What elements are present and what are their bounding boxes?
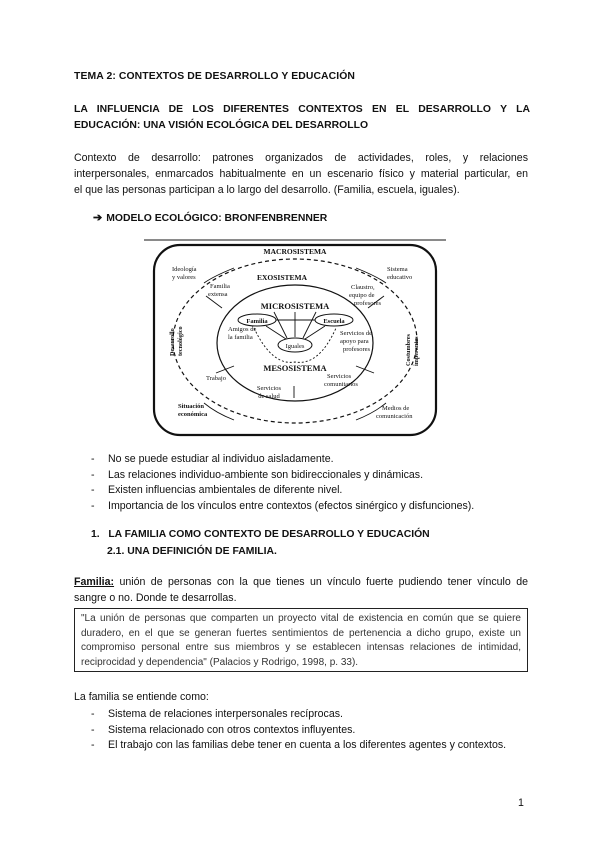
sistema-educativo-label: Sistema educativo <box>387 266 413 281</box>
exosistema-label: EXOSISTEMA <box>256 273 308 282</box>
quote-line1: "La unión de personas que comparten un proyecto vital de existencia en común que se quiere <box>81 613 521 624</box>
page-number: 1 <box>518 797 524 809</box>
modelo-heading-text: MODELO ECOLÓGICO: BRONFENBRENNER <box>106 213 328 224</box>
modelo-points-list <box>91 452 531 514</box>
right-arrow-icon: ➔ <box>93 212 103 224</box>
bronfenbrenner-diagram <box>144 238 446 438</box>
macrosistema-label: MACROSISTEMA <box>263 247 327 256</box>
section1-heading: 1. LA FAMILIA COMO CONTEXTO DE DESARROLLO Y EDUCACIÓN <box>91 529 430 540</box>
escuela-node-label: Escuela <box>323 318 345 325</box>
familia-def-line1 <box>74 574 528 590</box>
familia-def-line2: sangre o no. Donde te desarrollas. <box>74 592 237 604</box>
quote-box <box>74 608 528 672</box>
ideologia-label: Ideología y valores <box>172 266 197 281</box>
contexto-line3: el que las personas participan a lo largo del desarrollo. (Familia, escuela, iguales). <box>74 184 460 196</box>
quote-line2: duradero, en el que se generan fuertes sentimientos de pertenencia a dicho grupo, existe un <box>81 627 521 639</box>
familia-term: Familia: <box>74 576 115 588</box>
list-item: - Las relaciones individuo-ambiente son bidireccionales y dinámicas. <box>91 468 531 484</box>
familia-node-label: Familia <box>246 318 268 325</box>
servicios-comunitarios-label: Servicios comunitarios <box>324 373 358 388</box>
contexto-line1: Contexto de desarrollo: patrones organizados de actividades, roles, y relaciones <box>74 152 528 164</box>
quote-line3: compromiso personal entre sus miembros y se establecen intensas relaciones de intimidad, <box>81 642 521 653</box>
mesosistema-label: MESOSISTEMA <box>263 363 327 373</box>
amigos-label: Amigos de la familia <box>228 326 257 341</box>
familia-entiende-list <box>91 707 531 754</box>
trabajo-label: Trabajo <box>206 375 226 382</box>
list-item: - Sistema de relaciones interpersonales recíprocas. <box>91 707 531 723</box>
familia-definition <box>74 574 528 606</box>
influencia-heading <box>74 102 530 134</box>
medios-label: Medios de comunicación <box>376 405 413 420</box>
quote-line4: reciprocidad y dependencia" (Palacios y Rodrigo, 1998, p. 33). <box>81 656 359 668</box>
contexto-paragraph <box>74 150 528 198</box>
contexto-line2: interpersonales, enmarcados habitualmente en un escenario físico y material particular, en <box>74 168 528 180</box>
familia-def-rest: unión de personas con la que tienes un vínculo fuerte pudiendo tener vínculo de <box>114 576 528 588</box>
section21-heading: 2.1. UNA DEFINICIÓN DE FAMILIA. <box>107 546 277 557</box>
familia-entiende-intro: La familia se entiende como: <box>74 691 209 703</box>
list-item: - Sistema relacionado con otros contextos influyentes. <box>91 723 531 739</box>
familia-extensa-label: Familia extensa <box>208 283 230 298</box>
list-item: - No se puede estudiar al individuo aisladamente. <box>91 452 531 468</box>
servicios-apoyo-label: Servicios de apoyo para profesores <box>340 330 372 353</box>
servicios-salud-label: Servicios de salud <box>256 385 282 400</box>
influencia-heading-line2: EDUCACIÓN: UNA VISIÓN ECOLÓGICA DEL DESARROLLO <box>74 120 369 131</box>
costumbres-label: Costumbresimperantes <box>405 334 420 366</box>
situacion-economica-label: Situación económica <box>178 403 208 418</box>
list-item: - Existen influencias ambientales de diferente nivel. <box>91 483 531 499</box>
influencia-heading-line1: LA INFLUENCIA DE LOS DIFERENTES CONTEXTOS EN EL DESARROLLO Y LA <box>74 104 530 115</box>
desarrollo-tecnologico-label: Desarrollotecnológico <box>169 326 184 356</box>
microsistema-label: MICROSISTEMA <box>260 301 330 311</box>
list-item: - Importancia de los vínculos entre contextos (efectos sinérgico y disfunciones). <box>91 499 531 515</box>
tema-heading: TEMA 2: CONTEXTOS DE DESARROLLO Y EDUCACIÓN <box>74 71 356 82</box>
modelo-heading <box>93 211 327 224</box>
list-item: - El trabajo con las familias debe tener en cuenta a los diferentes agentes y contextos. <box>91 738 531 754</box>
claustro-label: Claustro, equipo de profesores <box>349 284 382 307</box>
iguales-node-label: Iguales <box>285 343 305 350</box>
